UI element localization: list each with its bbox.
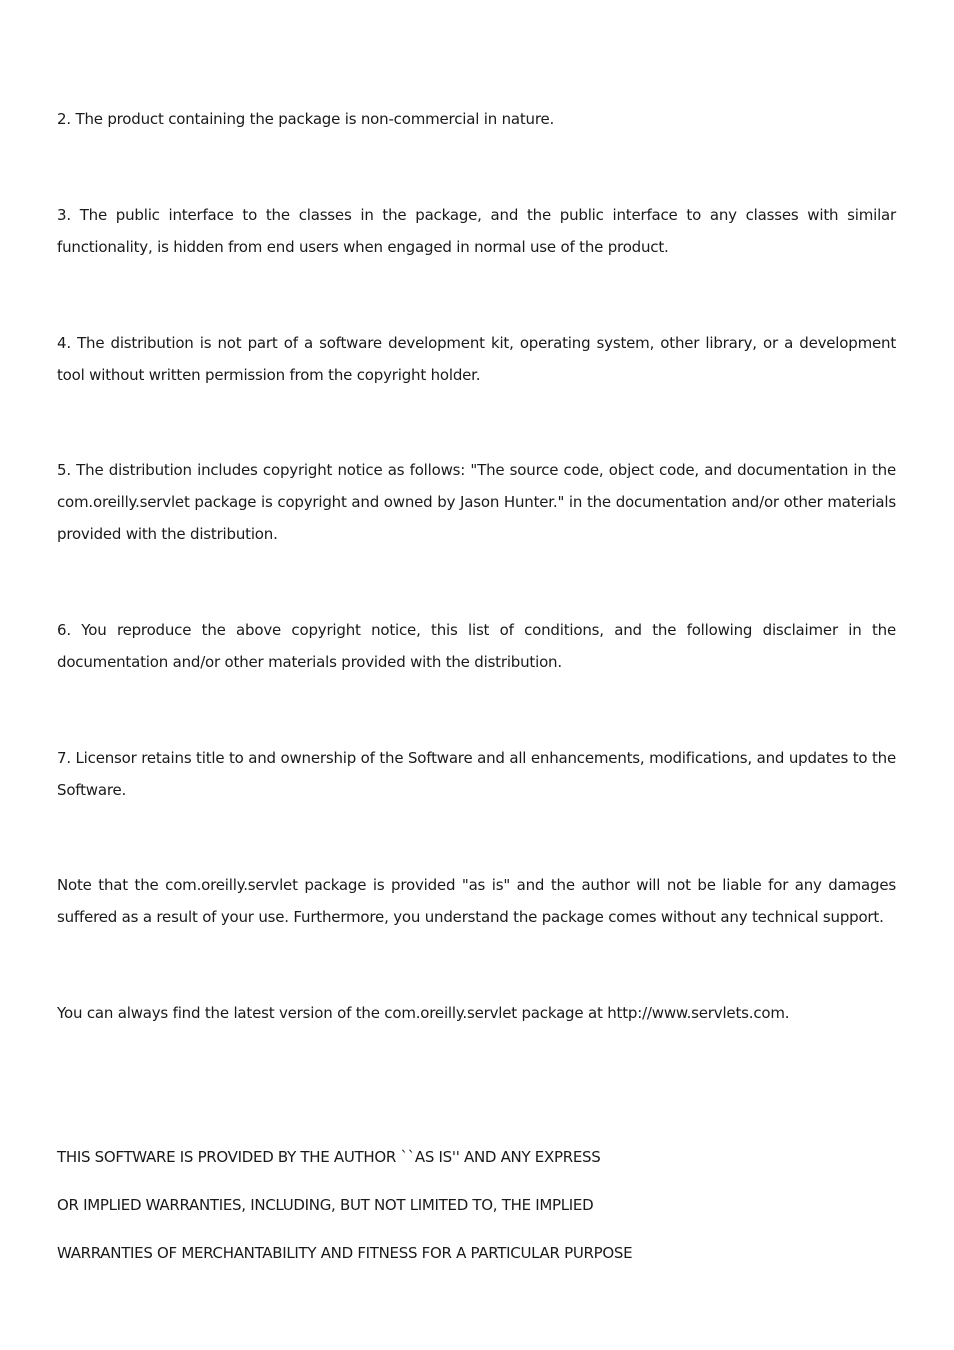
disclaimer-line-2: OR IMPLIED WARRANTIES, INCLUDING, BUT NOT LIMITED TO, THE IMPLIED bbox=[57, 1196, 594, 1214]
condition-6-paragraph: 6. You reproduce the above copyright notice, this list of conditions, and the following disclaimer in the documentation and/or other materials provided with the distribution. bbox=[57, 621, 896, 671]
disclaimer-line-3: WARRANTIES OF MERCHANTABILITY AND FITNESS FOR A PARTICULAR PURPOSE bbox=[57, 1244, 633, 1262]
as-is-note-paragraph: Note that the com.oreilly.servlet package is provided "as is" and the author will not be liable for any damages suffered as a result of your use. Furthermore, you understand the package comes without any technical support. bbox=[57, 876, 896, 926]
condition-2-paragraph: 2. The product containing the package is non-commercial in nature. bbox=[57, 110, 555, 128]
condition-3-paragraph: 3. The public interface to the classes in the package, and the public interface to any classes with similar functionality, is hidden from end users when engaged in normal use of the product. bbox=[57, 206, 896, 256]
condition-7-paragraph: 7. Licensor retains title to and ownership of the Software and all enhancements, modifications, and updates to the Software. bbox=[57, 749, 896, 799]
disclaimer-line-1: THIS SOFTWARE IS PROVIDED BY THE AUTHOR ``AS IS'' AND ANY EXPRESS bbox=[57, 1148, 601, 1166]
condition-4-paragraph: 4. The distribution is not part of a software development kit, operating system, other library, or a development tool without written permission from the copyright holder. bbox=[57, 334, 896, 384]
condition-5-paragraph: 5. The distribution includes copyright notice as follows: "The source code, object code, and documentation in the com.oreilly.servlet package is copyright and owned by Jason Hunter." in the documentation and/or other materials provided with the distribution. bbox=[57, 461, 896, 543]
latest-version-paragraph: You can always find the latest version of the com.oreilly.servlet package at http://www.servlets.com. bbox=[57, 1004, 790, 1022]
